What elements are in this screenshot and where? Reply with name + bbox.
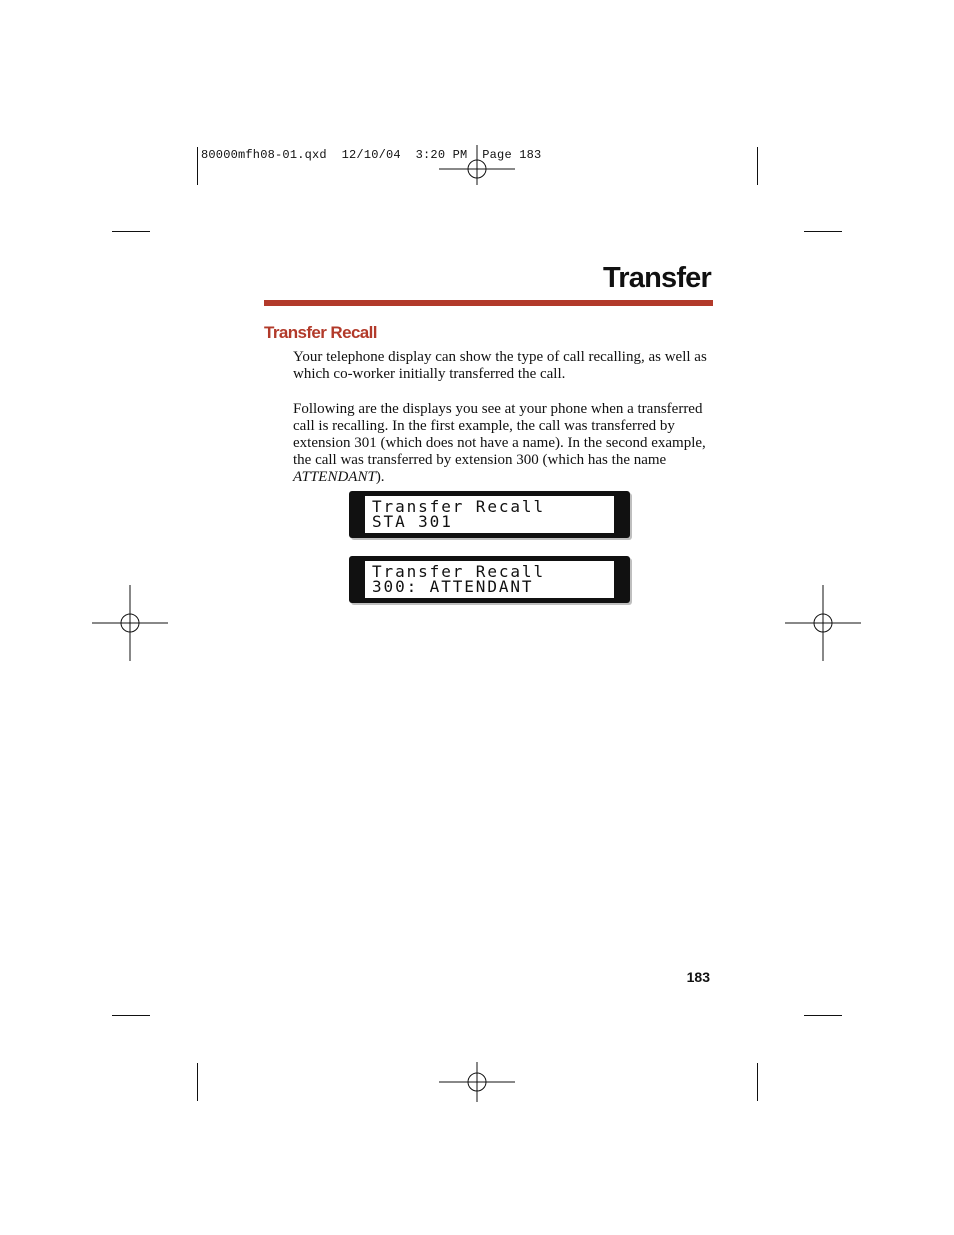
lcd-screen <box>364 495 615 534</box>
lcd-display-1 <box>349 491 630 538</box>
lcd-screen <box>364 560 615 599</box>
section-heading: Transfer Recall <box>264 323 377 342</box>
title-rule <box>264 300 713 306</box>
examples-paragraph <box>293 401 718 486</box>
page-title: Transfer <box>602 262 711 294</box>
lcd-display-2 <box>349 556 630 603</box>
registration-mark-left <box>92 585 168 661</box>
lcd-line-2: STA 301 <box>372 512 453 531</box>
lcd-line-1: Transfer Recall <box>372 562 545 581</box>
examples-paragraph-text: Following are the displays you see at your phone when a transferred call is recalling. In the first example, the call was transferred by extension 301 (which does not have a name). In the second example, the call was transferred by extension 300 (which has the name <box>293 401 706 468</box>
attendant-italic: ATTENDANT <box>293 469 376 485</box>
registration-mark-right <box>785 585 861 661</box>
page-number: 183 <box>686 969 710 985</box>
lcd-line-2: 300: ATTENDANT <box>372 577 534 596</box>
intro-paragraph: Your telephone display can show the type of call recalling, as well as which co-worker initially transferred the call. <box>293 349 707 382</box>
examples-paragraph-end: ). <box>375 469 385 485</box>
registration-mark-top <box>439 131 515 207</box>
lcd-line-1: Transfer Recall <box>372 497 545 516</box>
registration-mark-bottom <box>439 1044 515 1120</box>
file-slug: 80000mfh08-01.qxd 12/10/04 3:20 PM Page 183 <box>201 148 542 162</box>
